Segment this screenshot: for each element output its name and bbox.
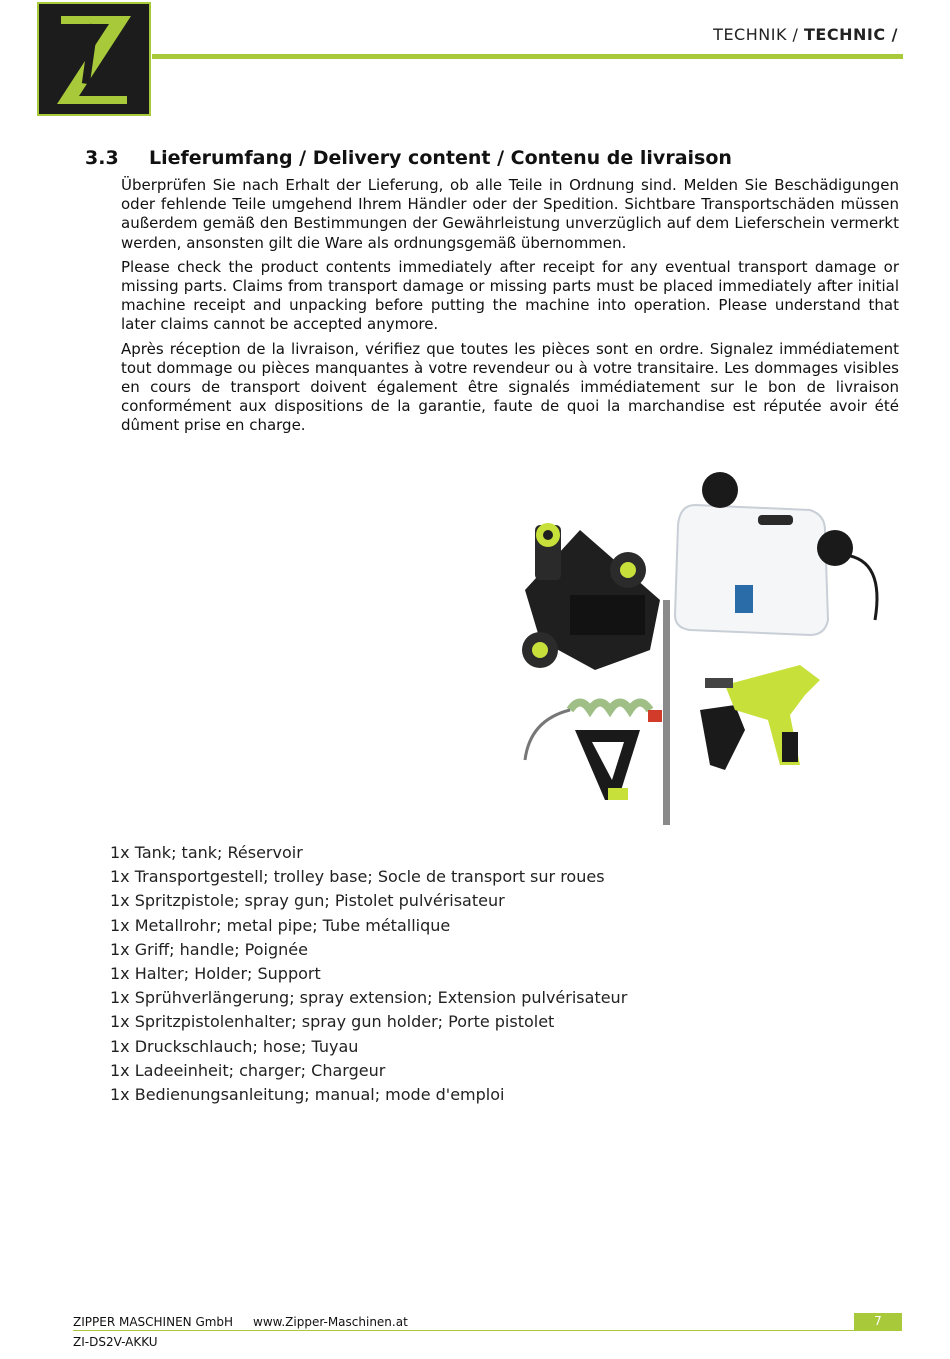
list-item: 1x Spritzpistole; spray gun; Pistolet pulvérisateur bbox=[110, 891, 505, 911]
paragraph-german: Überprüfen Sie nach Erhalt der Lieferung, ob alle Teile in Ordnung sind. Melden Sie Beschädigungen oder fehlende Teile umgehend Ihrem Händler oder der Spedition. Sichtbare Transportschäden müssen außerdem gemäß den Bestimmungen der Gewährleistung unverzüglich auf dem Lieferschein vermerkt werden, ansonsten gilt die Ware als ordnungsgemäß übernommen. bbox=[121, 176, 899, 252]
handle-illustration bbox=[575, 710, 662, 800]
list-item: 1x Bedienungsanleitung; manual; mode d'emploi bbox=[110, 1085, 505, 1105]
zipper-z-logo-icon bbox=[39, 4, 149, 114]
section-title: Lieferumfang / Delivery content / Contenu de livraison bbox=[149, 147, 732, 169]
header-title-bold: TECHNIC / bbox=[804, 25, 898, 44]
list-item: 1x Halter; Holder; Support bbox=[110, 964, 321, 984]
spray-gun-holder-illustration bbox=[700, 705, 745, 770]
footer-company: ZIPPER MASCHINEN GmbH bbox=[73, 1315, 234, 1329]
footer-model: ZI-DS2V-AKKU bbox=[73, 1335, 158, 1349]
trolley-base-illustration bbox=[522, 523, 660, 670]
list-item: 1x Spritzpistolenhalter; spray gun holder; Porte pistolet bbox=[110, 1012, 555, 1032]
zipper-logo bbox=[37, 2, 151, 116]
list-item: 1x Sprühverlängerung; spray extension; Extension pulvérisateur bbox=[110, 988, 628, 1008]
delivery-items-list bbox=[110, 841, 627, 1107]
list-item: 1x Transportgestell; trolley base; Socle de transport sur roues bbox=[110, 867, 605, 887]
paragraph-french: Après réception de la livraison, vérifiez que toutes les pièces sont en ordre. Signalez immédiatement tout dommage ou pièces manquantes à votre revendeur ou à votre transitaire. Les dommages visibles en cours de transport doivent également être signalés immédiatement sur le bon de livraison conformément aux dispositions de la garantie, faute de quoi la marchandise est réputée avoir été dûment prise en charge. bbox=[121, 339, 899, 435]
page-number: 7 bbox=[854, 1313, 902, 1330]
list-item: 1x Tank; tank; Réservoir bbox=[110, 843, 303, 862]
header-title-regular: TECHNIK / bbox=[713, 25, 799, 44]
delivery-contents-photo bbox=[500, 470, 900, 830]
metal-pipe-illustration bbox=[663, 600, 670, 825]
section-heading bbox=[85, 147, 732, 169]
header-rule bbox=[152, 54, 903, 59]
tank-illustration bbox=[675, 472, 877, 635]
list-item: 1x Druckschlauch; hose; Tuyau bbox=[110, 1036, 359, 1056]
paragraph-english: Please check the product contents immediately after receipt for any eventual transport damage or missing parts. Claims from transport damage or missing parts must be placed immediately after initial machine receipt and unpacking before putting the machine into operation. Please understand that later claims cannot be accepted anymore. bbox=[121, 257, 899, 334]
body-text bbox=[121, 176, 899, 441]
section-number: 3.3 bbox=[85, 147, 119, 169]
list-item: 1x Ladeeinheit; charger; Chargeur bbox=[110, 1060, 386, 1080]
list-item: 1x Metallrohr; metal pipe; Tube métallique bbox=[110, 915, 451, 935]
footer-url[interactable]: www.Zipper-Maschinen.at bbox=[253, 1315, 408, 1329]
footer-rule bbox=[73, 1330, 902, 1331]
header-title bbox=[713, 25, 898, 44]
list-item: 1x Griff; handle; Poignée bbox=[110, 939, 308, 959]
